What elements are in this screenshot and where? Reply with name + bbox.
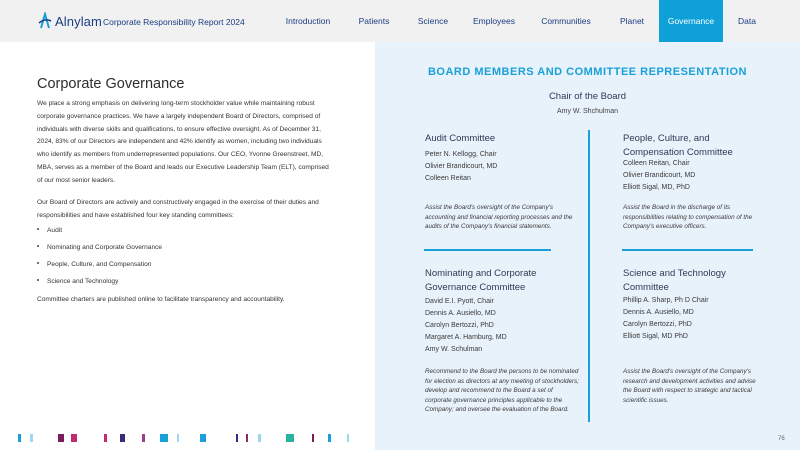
people-committee-title-line2: Compensation Committee	[623, 147, 733, 158]
vertical-divider	[588, 130, 590, 422]
member-name: Dennis A. Ausiello, MD	[623, 309, 694, 316]
decorative-bar	[18, 434, 21, 442]
member-name: Phillip A. Sharp, Ph D Chair	[623, 297, 709, 304]
intro-paragraph: We place a strong emphasis on delivering long-term stockholder value while maintaining robust corporate governance practices. We have a largely independent Board of Directors, comprised of individuals with diverse skills and qualifications, to ensure effective oversight. As of December 31, 2024, 83% of our Directors are independent and 42% identify as women, including two individuals who identify as members from underrepresented populations. Our CEO, Yvonne Greenstreet, MD, MBA, serves as a member of the Board and leads our Executive Leadership Team (ELT), comprised of our most senior leaders.	[37, 100, 329, 184]
science-committee-title-line1: Science and Technology	[623, 268, 726, 279]
member-name: David E.I. Pyott, Chair	[425, 298, 494, 305]
member-name: Carolyn Bertozzi, PhD	[425, 322, 494, 329]
nav-introduction[interactable]: Introduction	[285, 16, 331, 26]
people-committee-title-line1: People, Culture, and	[623, 133, 710, 144]
member-name: Elliott Sigal, MD, PhD	[623, 184, 690, 191]
alnylam-logo-icon	[38, 12, 52, 30]
chair-title: Chair of the Board	[548, 91, 627, 102]
nav-data[interactable]: Data	[738, 16, 756, 26]
bullet-icon	[37, 262, 39, 264]
panel-title: BOARD MEMBERS AND COMMITTEE REPRESENTATION	[427, 66, 748, 78]
decorative-bar	[328, 434, 331, 442]
committees-paragraph: Our Board of Directors are actively and constructively engaged in the exercise of their duties and responsibilities and have established four key standing committees:	[37, 199, 319, 219]
people-committee-description: Assist the Board in the discharge of its responsibilities relating to compensation of the Company's executive officers.	[623, 204, 753, 231]
member-name: Amy W. Schulman	[425, 346, 483, 353]
member-name: Elliott Sigal, MD PhD	[623, 333, 688, 340]
member-name: Margaret A. Hamburg, MD	[425, 334, 507, 341]
member-name: Carolyn Bertozzi, PhD	[623, 321, 692, 328]
page-number: 76	[778, 436, 785, 442]
nav-patients[interactable]: Patients	[358, 16, 390, 26]
committee-list-item: People, Culture, and Compensation	[37, 261, 151, 268]
nav-planet[interactable]: Planet	[619, 16, 645, 26]
committee-list-item: Audit	[37, 227, 62, 234]
nav-employees[interactable]: Employees	[472, 16, 516, 26]
nav-governance[interactable]: Governance	[659, 0, 723, 42]
science-committee-title-line2: Committee	[623, 282, 669, 293]
decorative-bar	[177, 434, 179, 442]
decorative-bar	[120, 434, 125, 442]
nominating-committee-description: Recommend to the Board the persons to be nominated for election as directors at any meeting of stockholders; develop and recommend to the Board a set of corporate governance principles applicable to the Company; and oversee the evaluation of the Board.	[425, 368, 580, 414]
charters-paragraph: Committee charters are published online to facilitate transparency and accountability.	[37, 296, 285, 303]
member-name: Colleen Reitan	[425, 175, 471, 182]
decorative-bar	[30, 434, 33, 442]
logo-text: Alnylam	[55, 13, 102, 29]
nav-communities[interactable]: Communities	[541, 16, 591, 26]
decorative-color-bars	[0, 434, 370, 442]
nominating-committee-title-line2: Governance Committee	[425, 282, 526, 293]
science-committee-description: Assist the Board's oversight of the Company's research and development activities and advise the Board with respect to strategic and tactical scientific issues.	[623, 368, 756, 404]
decorative-bar	[312, 434, 314, 442]
bullet-icon	[37, 228, 39, 230]
alnylam-logo[interactable]	[38, 12, 102, 30]
member-name: Peter N. Kellogg, Chair	[425, 151, 497, 158]
decorative-bar	[142, 434, 145, 442]
decorative-bar	[200, 434, 206, 442]
chair-name: Amy W. Shchulman	[556, 108, 619, 115]
member-name: Dennis A. Ausiello, MD	[425, 310, 496, 317]
decorative-bar	[104, 434, 107, 442]
audit-committee-title: Audit Committee	[425, 133, 496, 144]
decorative-bar	[286, 434, 294, 442]
horizontal-divider	[424, 249, 551, 251]
member-name: Olivier Brandicourt, MD	[425, 163, 498, 170]
bullet-icon	[37, 279, 39, 281]
decorative-bar	[246, 434, 248, 442]
nominating-committee-title-line1: Nominating and Corporate	[425, 268, 537, 279]
decorative-bar	[71, 434, 77, 442]
member-name: Olivier Brandicourt, MD	[623, 172, 696, 179]
audit-committee-description: Assist the Board's oversight of the Company's accounting and financial reporting processes and the audits of the Company's financial statements.	[425, 204, 573, 231]
decorative-bar	[258, 434, 261, 442]
member-name: Colleen Reitan, Chair	[623, 160, 690, 167]
committee-list-item: Nominating and Corporate Governance	[37, 244, 162, 251]
report-title: Corporate Responsibility Report 2024	[103, 17, 245, 27]
decorative-bar	[58, 434, 64, 442]
decorative-bar	[236, 434, 238, 442]
nav-science[interactable]: Science	[417, 16, 449, 26]
decorative-bar	[160, 434, 168, 442]
committee-list-item: Science and Technology	[37, 278, 118, 285]
page-title: Corporate Governance	[37, 76, 185, 92]
bullet-icon	[37, 245, 39, 247]
horizontal-divider	[622, 249, 753, 251]
decorative-bar	[347, 434, 349, 442]
